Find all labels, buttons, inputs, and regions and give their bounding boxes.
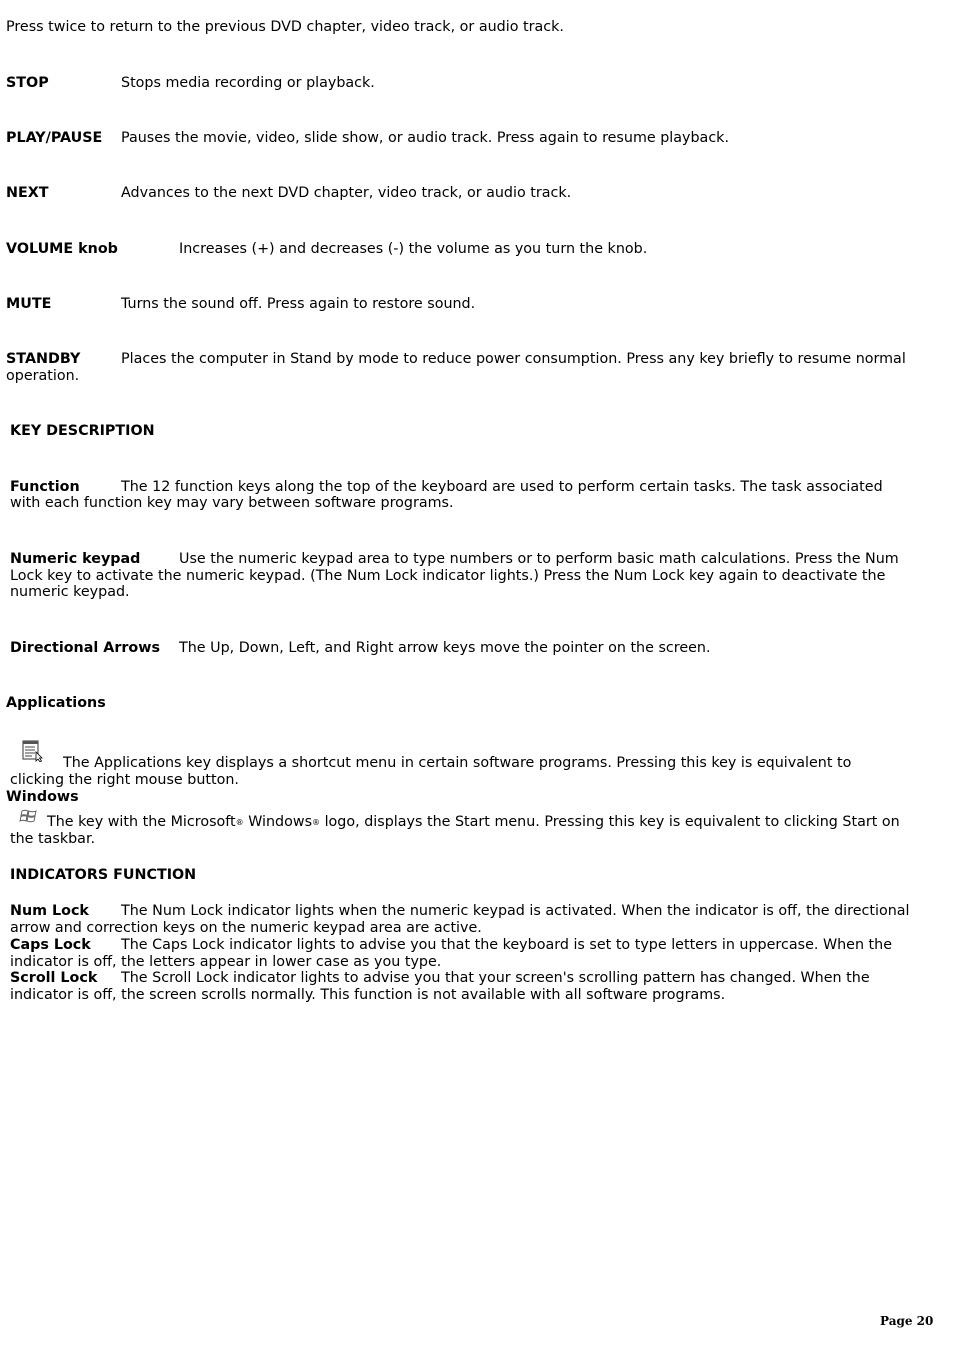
- numeric-keypad-label: Numeric keypad: [10, 551, 141, 567]
- windows-desc-line2: the taskbar.: [10, 831, 96, 847]
- numeric-keypad-desc-line3: numeric keypad.: [10, 584, 130, 600]
- windows-logo-icon: [19, 808, 39, 829]
- windows-desc-part1: The key with the Microsoft: [47, 814, 236, 830]
- applications-heading: Applications: [6, 695, 106, 711]
- directional-arrows-desc: The Up, Down, Left, and Right arrow keys move the pointer on the screen.: [179, 640, 711, 656]
- directional-arrows-label: Directional Arrows: [10, 640, 160, 656]
- key-description-heading: KEY DESCRIPTION: [10, 423, 155, 439]
- numeric-keypad-desc-line1: Use the numeric keypad area to type numbers or to perform basic math calculations. Press the Num: [179, 551, 899, 567]
- caps-lock-desc-line1: The Caps Lock indicator lights to advise you that the keyboard is set to type letters in uppercase. When the: [121, 937, 893, 953]
- key-volume-label: VOLUME knob: [6, 241, 118, 257]
- num-lock-label: Num Lock: [10, 903, 89, 919]
- applications-desc-line1: The Applications key displays a shortcut menu in certain software programs. Pressing this key is equivalent to: [63, 755, 852, 771]
- key-standby-desc-line2: operation.: [6, 368, 80, 384]
- scroll-lock-desc-line2: indicator is off, the screen scrolls normally. This function is not available with all software programs.: [10, 987, 726, 1003]
- scroll-lock-desc-line1: The Scroll Lock indicator lights to advise you that your screen's scrolling pattern has changed. When the: [121, 970, 870, 986]
- registered-mark: ®: [312, 818, 321, 827]
- caps-lock-desc-line2: indicator is off, the letters appear in lower case as you type.: [10, 954, 442, 970]
- windows-heading: Windows: [6, 789, 79, 805]
- registered-mark: ®: [235, 818, 244, 827]
- applications-desc-line2: clicking the right mouse button.: [10, 772, 239, 788]
- caps-lock-label: Caps Lock: [10, 937, 91, 953]
- key-mute-desc: Turns the sound off. Press again to restore sound.: [121, 296, 476, 312]
- num-lock-desc-line2: arrow and correction keys on the numeric keypad area are active.: [10, 920, 482, 936]
- key-standby-label: STANDBY: [6, 351, 81, 367]
- scroll-lock-label: Scroll Lock: [10, 970, 98, 986]
- key-stop-desc: Stops media recording or playback.: [121, 75, 375, 91]
- indicators-heading: INDICATORS FUNCTION: [10, 867, 197, 883]
- numeric-keypad-desc-line2: Lock key to activate the numeric keypad. (The Num Lock indicator lights.) Press the Num Lock key again to deactivate the: [10, 568, 886, 584]
- num-lock-desc-line1: The Num Lock indicator lights when the numeric keypad is activated. When the indicator is off, the directional: [121, 903, 910, 919]
- key-next-desc: Advances to the next DVD chapter, video track, or audio track.: [121, 185, 572, 201]
- windows-desc-line1: [47, 814, 900, 831]
- function-key-label: Function: [10, 479, 80, 495]
- key-next-label: NEXT: [6, 185, 49, 201]
- windows-desc-part2: Windows: [243, 814, 313, 830]
- key-playpause-desc: Pauses the movie, video, slide show, or audio track. Press again to resume playback.: [121, 130, 730, 146]
- key-volume-desc: Increases (+) and decreases (-) the volume as you turn the knob.: [179, 241, 648, 257]
- key-playpause-label: PLAY/PAUSE: [6, 130, 103, 146]
- key-standby-desc-line1: Places the computer in Stand by mode to reduce power consumption. Press any key briefly to resume normal: [121, 351, 906, 367]
- applications-key-icon: [22, 740, 44, 767]
- page-number: Page 20: [880, 1314, 934, 1328]
- intro-text: Press twice to return to the previous DVD chapter, video track, or audio track.: [6, 19, 564, 35]
- function-key-desc-line1: The 12 function keys along the top of the keyboard are used to perform certain tasks. The task associated: [121, 479, 883, 495]
- function-key-desc-line2: with each function key may vary between software programs.: [10, 495, 454, 511]
- key-mute-label: MUTE: [6, 296, 52, 312]
- key-stop-label: STOP: [6, 75, 49, 91]
- windows-desc-part3: logo, displays the Start menu. Pressing this key is equivalent to clicking Start on: [320, 814, 900, 830]
